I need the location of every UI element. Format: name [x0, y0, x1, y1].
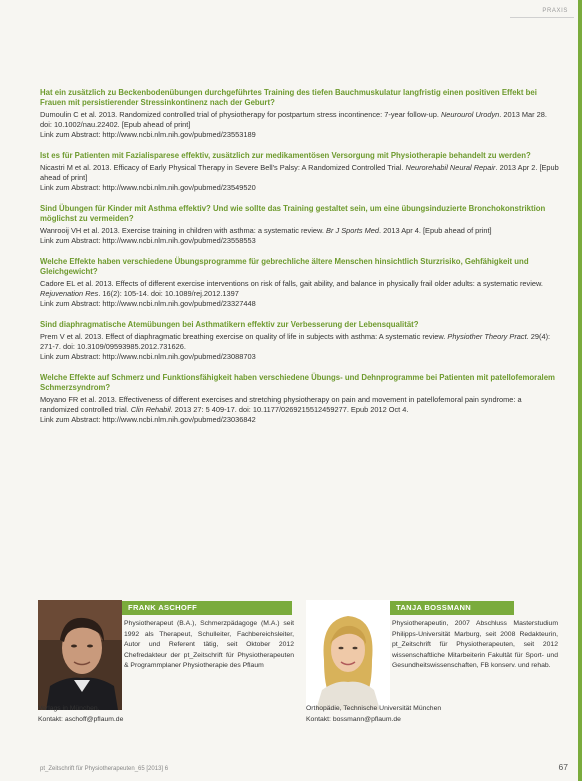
- study-question: Welche Effekte haben verschiedene Übungsprogramme für gebrechliche ältere Menschen hinsichtlich Sturzrisiko, Gehfähigkeit und Gleichgewicht?: [40, 257, 529, 276]
- study-item: [40, 151, 560, 193]
- study-reference: Cadore EL et al. 2013. Effects of different exercise interventions on risk of falls, gait ability, and balance in physically frail older adults: a systematic review. Rejuvenation Res. 16(2): 105-14. doi: 10.1089/rej.2012.1397: [40, 279, 543, 298]
- study-reference: Wanrooij VH et al. 2013. Exercise training in children with asthma: a systematic review. Br J Sports Med. 2013 Apr 4. [Epub ahead of print]: [40, 226, 492, 235]
- study-question: Sind Übungen für Kinder mit Asthma effektiv? Und wie sollte das Training gestaltet sein, um eine übungsinduzierte Bronchokonstriktion möglichst zu vermeiden?: [40, 204, 546, 223]
- study-question: Ist es für Patienten mit Fazialisparese effektiv, zusätzlich zur medikamentösen Versorgung mit Physiotherapie behandelt zu werden?: [40, 151, 531, 160]
- journal-name: Neurorehabil Neural Repair: [405, 163, 496, 172]
- abstract-link[interactable]: Link zum Abstract: http://www.ncbi.nlm.nih.gov/pubmed/23036842: [40, 415, 256, 424]
- study-question: Sind diaphragmatische Atemübungen bei Asthmatikern effektiv zur Verbesserung der Lebensqualität?: [40, 320, 419, 329]
- study-item: [40, 320, 560, 362]
- study-reference: Dumoulin C et al. 2013. Randomized controlled trial of physiotherapy for postpartum stress incontinence: 7-year follow-up. Neurourol Urodyn. 2013 Mar 28. doi: 10.1002/nau.22402. [Epub ahead of print]: [40, 110, 547, 129]
- author-name: TANJA BOSSMANN: [390, 601, 514, 615]
- study-item: [40, 88, 560, 140]
- author-bio: Physiotherapeutin, 2007 Abschluss Masterstudium Philipps-Universität Marburg, seit 2008 Redakteurin, pt_Zeitschrift für Physiotherapeuten, seit 2012 wissenschaftliche Mitarbeiterin Fakultät für Sport- und Gesundheitswissenschaften, FB konserv. und rehab.: [392, 620, 558, 670]
- abstract-link[interactable]: Link zum Abstract: http://www.ncbi.nlm.nih.gov/pubmed/23549520: [40, 183, 256, 192]
- abstract-link[interactable]: Link zum Abstract: http://www.ncbi.nlm.nih.gov/pubmed/23088703: [40, 352, 256, 361]
- page-accent-border: [578, 0, 582, 781]
- section-label: PRAXIS: [542, 8, 568, 14]
- study-reference: Moyano FR et al. 2013. Effectiveness of different exercises and stretching physiotherapy on pain and movement in patellofemoral pain syndrome: a randomized controlled trial. Clin Rehabil. 2013 27: 5 409-17. doi: 10.1177/0269215512459277. Epub 2012 Oct 4.: [40, 395, 522, 414]
- study-reference: Prem V et al. 2013. Effect of diaphragmatic breathing exercise on quality of life in subjects with asthma: A systematic review. Physiother Theory Pract. 29(4): 271-7. doi: 10.3109/09593985.2012.731626.: [40, 332, 551, 351]
- journal-name: Physiother Theory Pract: [447, 332, 527, 341]
- page-number: 67: [558, 762, 568, 772]
- author-section: [38, 600, 558, 750]
- journal-name: Rejuvenation Res: [40, 289, 99, 298]
- journal-name: Neurourol Urodyn: [440, 110, 500, 119]
- author-photo: [306, 600, 390, 710]
- study-item: [40, 204, 560, 246]
- abstract-link[interactable]: Link zum Abstract: http://www.ncbi.nlm.nih.gov/pubmed/23327448: [40, 299, 256, 308]
- author-photo: [38, 600, 122, 710]
- author-portrait-icon: [306, 600, 390, 710]
- abstract-link[interactable]: Link zum Abstract: http://www.ncbi.nlm.nih.gov/pubmed/23553189: [40, 130, 256, 139]
- journal-name: Clin Rehabil: [130, 405, 171, 414]
- journal-name: Br J Sports Med: [326, 226, 380, 235]
- footer-publication: pt_Zeitschrift für Physiotherapeuten_65 [2013] 6: [40, 766, 169, 772]
- study-item: [40, 257, 560, 309]
- author-bio-end: Verlags in München. Kontakt: aschoff@pflaum.de: [38, 704, 288, 725]
- header-rule: [510, 17, 574, 18]
- author-contact[interactable]: Kontakt: bossmann@pflaum.de: [306, 715, 401, 723]
- study-reference: Nicastri M et al. 2013. Efficacy of Early Physical Therapy in Severe Bell's Palsy: A Randomized Controlled Trial. Neurorehabil Neural Repair. 2013 Apr 2. [Epub ahead of print]: [40, 163, 559, 182]
- study-question: Welche Effekte auf Schmerz und Funktionsfähigkeit haben verschiedene Übungs- und Dehnprogramme bei Patienten mit patellofemoralem Schmerzsyndrom?: [40, 373, 555, 392]
- author-bio-end: Orthopädie, Technische Universität München Kontakt: bossmann@pflaum.de: [306, 704, 558, 725]
- author-bio: Physiotherapeut (B.A.), Schmerzpädagoge (M.A.) seit 1992 als Therapeut, Schulleiter, Fachbereichsleiter, Autor und Referent tätig, seit Oktober 2012 Chefredakteur der pt_Zeitschrift für Physiotherapeuten & Programmplaner Physiotherapie des Pflaum: [124, 620, 294, 670]
- study-list: [40, 88, 560, 436]
- author-contact[interactable]: Kontakt: aschoff@pflaum.de: [38, 715, 124, 723]
- abstract-link[interactable]: Link zum Abstract: http://www.ncbi.nlm.nih.gov/pubmed/23558553: [40, 236, 256, 245]
- study-question: Hat ein zusätzlich zu Beckenbodenübungen durchgeführtes Training des tiefen Bauchmuskulatur langfristig einen positiven Effekt bei Frauen mit persistierender Stressinkontinenz nach der Geburt?: [40, 88, 537, 107]
- author-portrait-icon: [38, 600, 122, 710]
- author-name: FRANK ASCHOFF: [122, 601, 292, 615]
- study-item: [40, 373, 560, 425]
